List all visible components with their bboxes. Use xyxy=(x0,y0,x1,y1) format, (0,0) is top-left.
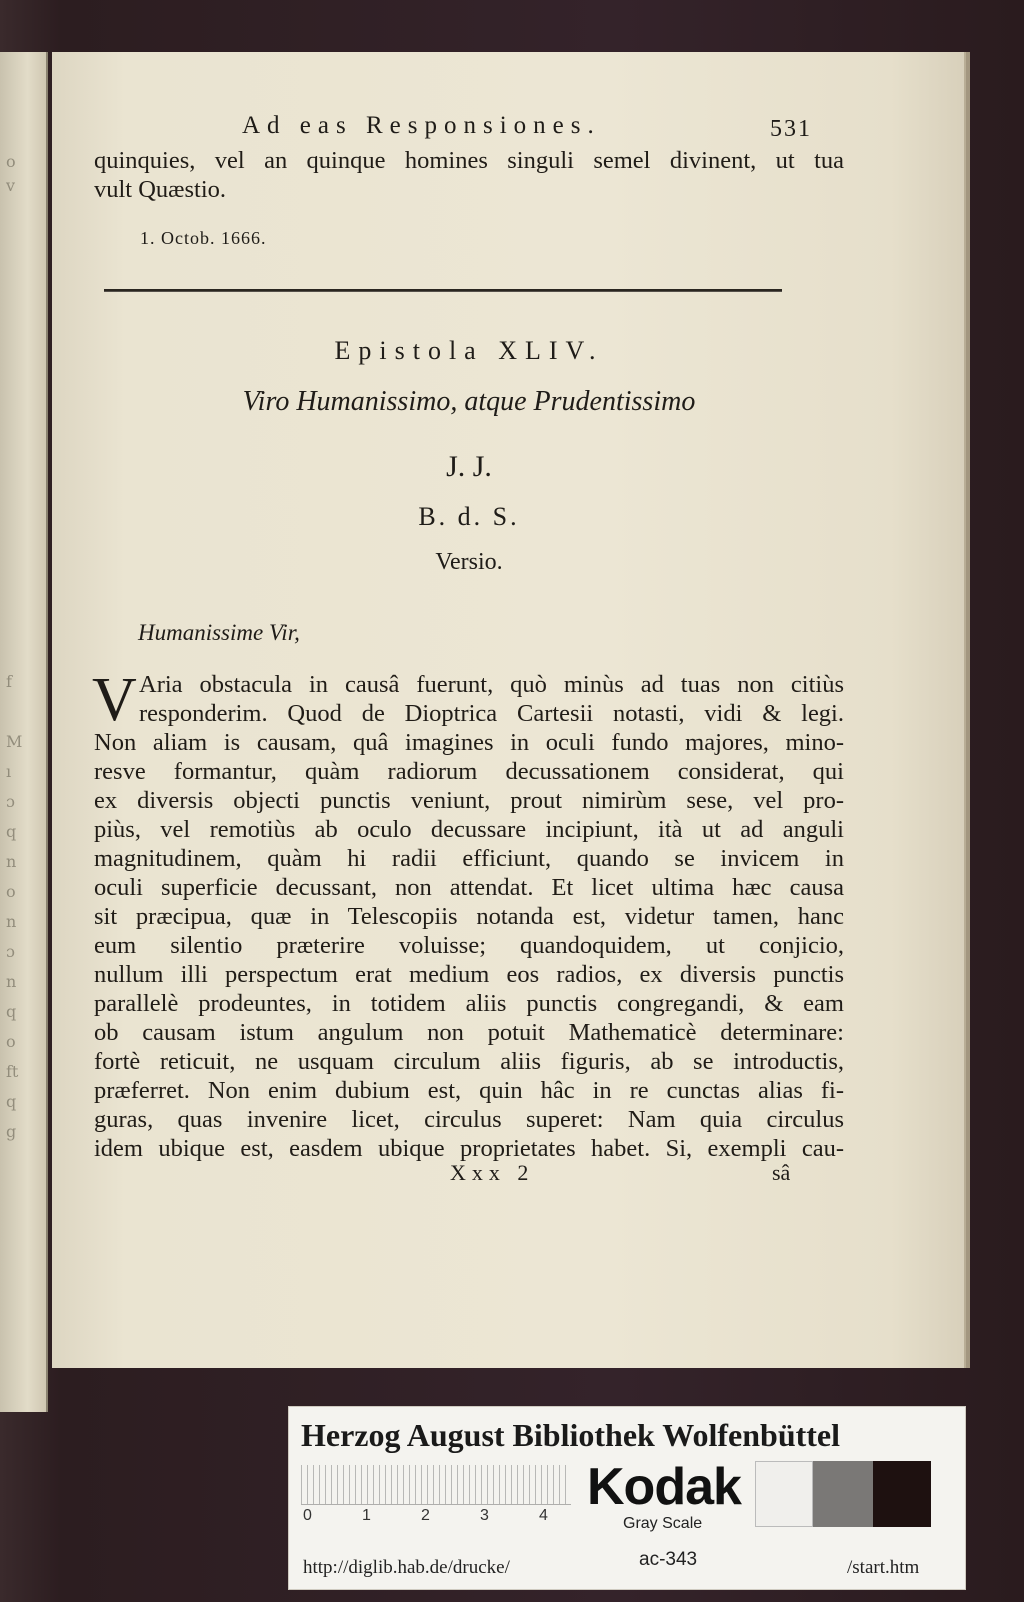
bleed-glyph: o xyxy=(6,1032,16,1051)
gray-swatch-mid xyxy=(813,1461,873,1527)
text-line: magnitudinem, quàm hi radii efficiunt, quando se invicem in xyxy=(94,845,844,872)
bleed-glyph: v xyxy=(6,176,16,195)
text-line: quinquies, vel an quinque homines singuli semel divinent, ut tua xyxy=(94,147,844,174)
kodak-logo: Kodak xyxy=(587,1458,741,1516)
bleed-glyph: o xyxy=(6,882,16,901)
letter-body xyxy=(92,666,844,1163)
bleed-glyph: q xyxy=(6,1092,17,1111)
gray-swatch-black xyxy=(873,1461,931,1527)
ruler-number: 4 xyxy=(539,1507,548,1524)
digital-library-url: http://diglib.hab.de/drucke/ xyxy=(303,1557,510,1578)
text-line: Non aliam is causam, quâ imagines in oculi fundo majores, mino- xyxy=(94,729,844,756)
bleed-glyph: n xyxy=(6,852,17,871)
continuation-text xyxy=(94,146,844,204)
text-line: sit præcipua, quæ in Telescopiis notanda est, videtur tamen, hanc xyxy=(94,903,844,930)
bleed-glyph: ɔ xyxy=(6,942,15,961)
text-line: guras, quas invenire licet, circulus superet: Nam quia circulus xyxy=(94,1106,844,1133)
text-line: nullum illi perspectum erat medium eos radios, ex diversis punctis xyxy=(94,961,844,988)
section-divider xyxy=(104,289,782,292)
ruler-number: 0 xyxy=(303,1507,312,1524)
versio-label: Versio. xyxy=(435,549,503,575)
letter-date: 1. Octob. 1666. xyxy=(140,228,267,248)
text-line: oculi superficie decussant, non attendat. Et licet ultima hæc causa xyxy=(94,874,844,901)
gray-swatch-white xyxy=(755,1461,813,1527)
text-line: fortè reticuit, ne usquam circulum aliis figuris, ab se introductis, xyxy=(94,1048,844,1075)
ruler-number: 2 xyxy=(421,1507,430,1524)
shelfmark-code: ac-343 xyxy=(639,1549,698,1570)
text-line: ob causam istum angulum non potuit Mathematicè determinare: xyxy=(94,1019,844,1046)
text-line: idem ubique est, easdem ubique proprietates habet. Si, exempli cau- xyxy=(94,1135,844,1162)
library-name: Herzog August Bibliothek Wolfenbüttel xyxy=(301,1417,841,1453)
grayscale-label: Gray Scale xyxy=(623,1515,703,1532)
ruler-number: 1 xyxy=(362,1507,371,1524)
text-line: piùs, vel remotiùs ab oculo decussare incipiunt, ità ut ad anguli xyxy=(94,816,844,843)
bleed-glyph: ı xyxy=(6,762,12,781)
salutation: Humanissime Vir, xyxy=(138,620,300,645)
bleed-glyph: q xyxy=(6,1002,17,1021)
bleed-glyph: n xyxy=(6,972,17,991)
text-line: responderim. Quod de Dioptrica Cartesii notasti, vidi & legi. xyxy=(139,700,844,727)
bleed-glyph: q xyxy=(6,822,17,841)
bleed-glyph: ɔ xyxy=(6,792,15,811)
ruler-number: 3 xyxy=(480,1507,489,1524)
book-page xyxy=(52,52,964,1368)
bleed-glyph: M xyxy=(6,732,23,751)
letter-addressee: Viro Humanissimo, atque Prudentissimo xyxy=(242,386,696,417)
text-line: Aria obstacula in causâ fuerunt, quò minùs ad tuas non citiùs xyxy=(139,671,844,698)
sender-initials: B. d. S. xyxy=(418,502,520,531)
bleed-glyph: g xyxy=(6,1122,17,1141)
letter-title: Epistola XLIV. xyxy=(334,336,604,365)
bleed-glyph: o xyxy=(6,152,16,171)
text-line: præferret. Non enim dubium est, quin hâc in re cunctas alias fi- xyxy=(94,1077,844,1104)
signature-mark: Xxx 2 xyxy=(450,1160,535,1185)
bleed-glyph: ft xyxy=(6,1062,19,1081)
text-line: eum silentio præterire voluisse; quandoquidem, ut conjicio, xyxy=(94,932,844,959)
color-calibration-card xyxy=(288,1406,966,1590)
start-page-path: /start.htm xyxy=(847,1557,920,1578)
recipient-initials: J. J. xyxy=(446,450,492,483)
bleed-glyph: f xyxy=(6,672,12,691)
drop-capital: V xyxy=(92,666,137,734)
text-line: parallelè prodeuntes, in totidem aliis punctis congregandi, & eam xyxy=(94,990,844,1017)
text-line: resve formantur, quàm radiorum decussationem considerat, qui xyxy=(94,758,844,785)
measurement-ruler xyxy=(301,1465,571,1505)
page-number: 531 xyxy=(770,116,812,142)
catchword: sâ xyxy=(772,1160,791,1185)
previous-page-edge xyxy=(0,52,48,1412)
bleed-glyph: n xyxy=(6,912,17,931)
running-head: Ad eas Responsiones. xyxy=(242,112,601,139)
text-line: vult Quæstio. xyxy=(94,176,227,203)
text-line: ex diversis objecti punctis veniunt, prout nimirùm sese, vel pro- xyxy=(94,787,844,814)
